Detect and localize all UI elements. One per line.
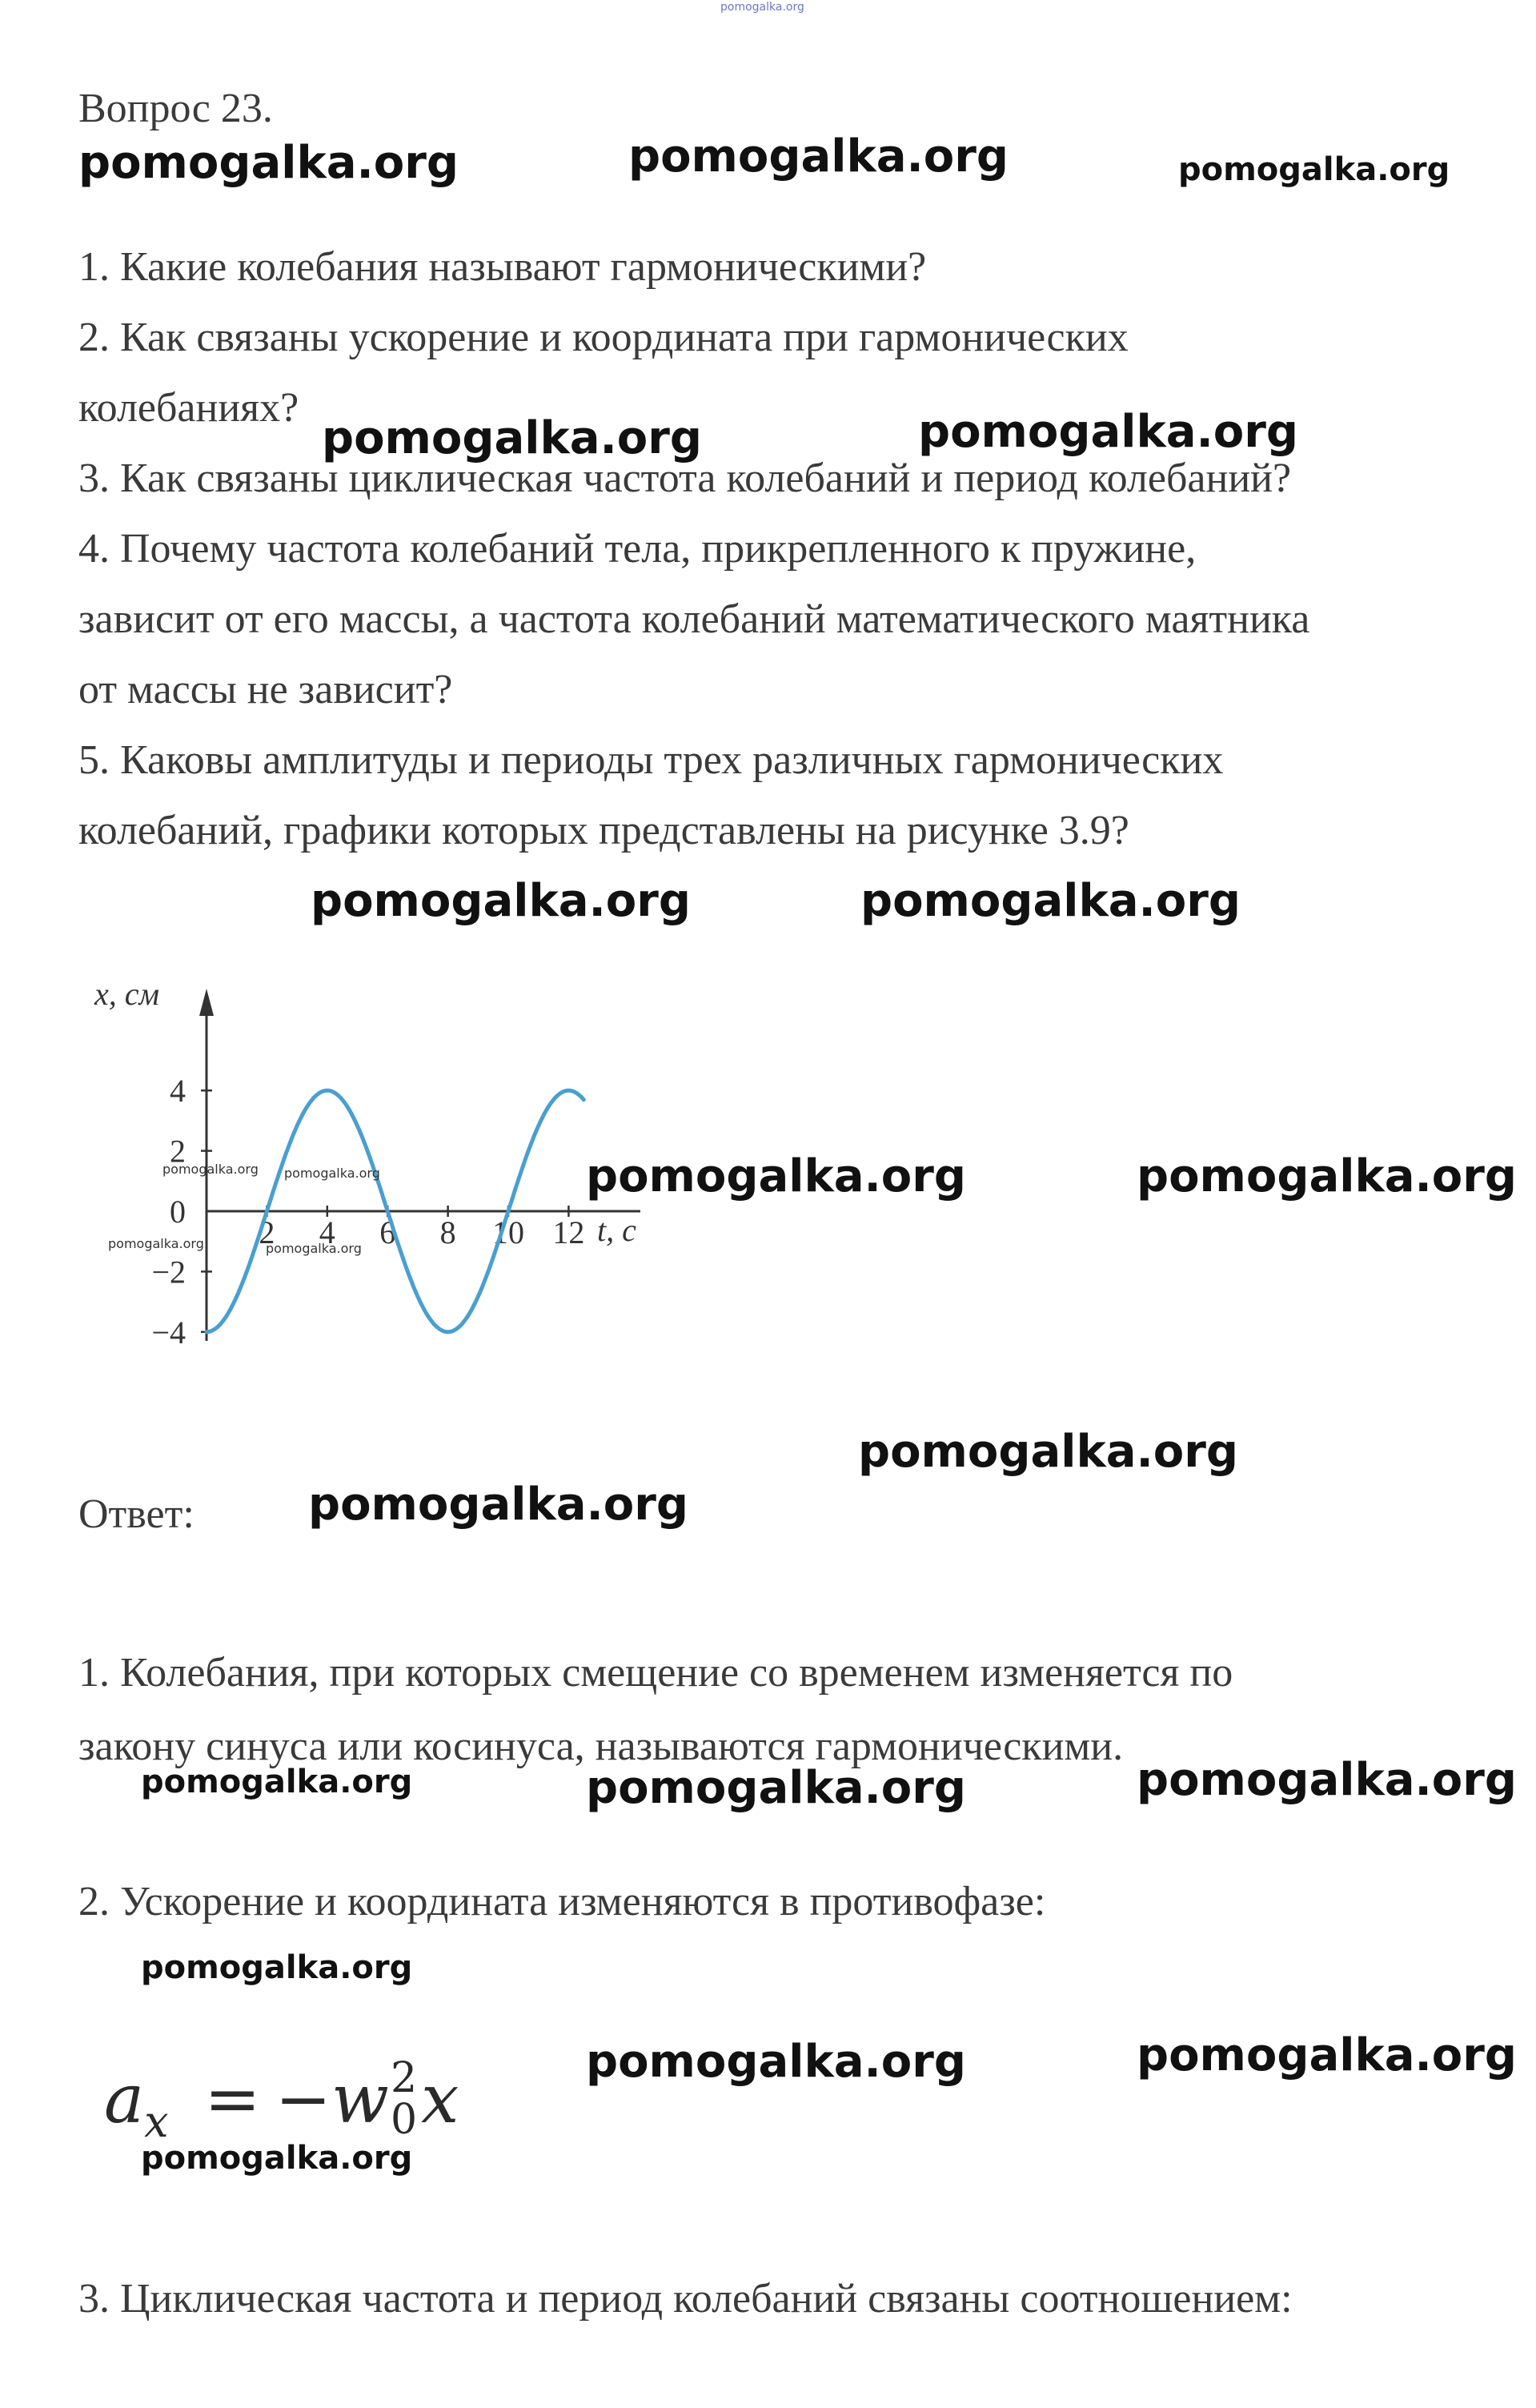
watermark: pomogalka.org: [1137, 1754, 1517, 1806]
question-line-9: колебаний, графики которых представлены на рисунке 3.9?: [78, 808, 1129, 853]
watermark: pomogalka.org: [1137, 2029, 1517, 2081]
y-tick-label: 0: [170, 1194, 186, 1230]
answer-1-line-2: закону синуса или косинуса, называются гармоническими.: [78, 1724, 1124, 1769]
formula-a: a: [104, 2060, 145, 2138]
chart-xlabel: t, c: [597, 1212, 636, 1248]
x-tick-label: 10: [492, 1214, 524, 1250]
formula-a-subscript: x: [144, 2097, 169, 2147]
question-line-1: 1. Какие колебания называют гармоническими?: [78, 244, 927, 290]
question-line-3: колебаниях?: [78, 385, 299, 431]
y-tick-label: −4: [151, 1314, 186, 1350]
watermark: pomogalka.org: [141, 1764, 413, 1800]
watermark: pomogalka.org: [860, 875, 1241, 927]
formula-minus-w: −w: [275, 2060, 389, 2138]
answer-2: 2. Ускорение и координата изменяются в противофазе:: [78, 1879, 1046, 1924]
watermark: pomogalka.org: [628, 130, 1009, 183]
watermark: pomogalka.org: [858, 1426, 1238, 1478]
top-watermark: pomogalka.org: [720, 1, 804, 14]
watermark: pomogalka.org: [162, 1162, 259, 1177]
x-tick-label: 12: [552, 1214, 585, 1250]
x-tick-label: 8: [439, 1214, 456, 1250]
answer-label: Ответ:: [78, 1491, 195, 1537]
watermark: pomogalka.org: [78, 137, 459, 189]
y-tick-label: 4: [170, 1073, 186, 1110]
watermark: pomogalka.org: [284, 1166, 380, 1181]
question-line-4: 3. Как связаны циклическая частота колебаний и период колебаний?: [78, 456, 1292, 501]
formula-w-subscript: 0: [390, 2096, 418, 2144]
watermark: pomogalka.org: [308, 1479, 688, 1531]
formula-x: x: [420, 2060, 459, 2138]
chart-ylabel: x, см: [94, 976, 160, 1012]
question-line-2: 2. Как связаны ускорение и координата при гармонических: [78, 315, 1129, 360]
watermark: pomogalka.org: [1137, 1150, 1517, 1202]
question-line-7: от массы не зависит?: [78, 667, 453, 712]
watermark: pomogalka.org: [586, 2036, 966, 2088]
watermark: pomogalka.org: [1178, 151, 1450, 188]
question-heading: Вопрос 23.: [78, 86, 273, 131]
formula-equals: =: [204, 2060, 261, 2138]
watermark: pomogalka.org: [141, 2140, 413, 2177]
y-tick-label: −2: [151, 1254, 186, 1290]
y-tick-label: 2: [170, 1133, 186, 1170]
chart-axes: [199, 989, 640, 1341]
question-line-6: зависит от его массы, а частота колебаний математического маятника: [78, 596, 1310, 642]
watermark: pomogalka.org: [322, 412, 702, 464]
formula-acceleration: [104, 2054, 459, 2147]
question-line-5: 4. Почему частота колебаний тела, прикрепленного к пружине,: [78, 526, 1197, 572]
watermark: pomogalka.org: [311, 875, 691, 927]
answer-3: 3. Циклическая частота и период колебаний связаны соотношением:: [78, 2276, 1293, 2322]
x-tick-label: 2: [259, 1214, 275, 1250]
watermark: pomogalka.org: [586, 1762, 966, 1814]
y-axis-arrow: [199, 989, 214, 1016]
watermark: pomogalka.org: [266, 1241, 362, 1256]
watermark: pomogalka.org: [108, 1236, 204, 1251]
x-tick-label: 4: [319, 1214, 335, 1250]
watermark: pomogalka.org: [141, 1949, 413, 1986]
answer-1-line-1: 1. Колебания, при которых смещение со временем изменяется по: [78, 1650, 1233, 1696]
question-line-8: 5. Каковы амплитуды и периоды трех различных гармонических: [78, 737, 1224, 783]
watermark: pomogalka.org: [586, 1150, 966, 1202]
x-tick-label: 6: [379, 1214, 396, 1250]
formula-w-superscript: 2: [390, 2054, 418, 2102]
watermark: pomogalka.org: [918, 406, 1298, 458]
